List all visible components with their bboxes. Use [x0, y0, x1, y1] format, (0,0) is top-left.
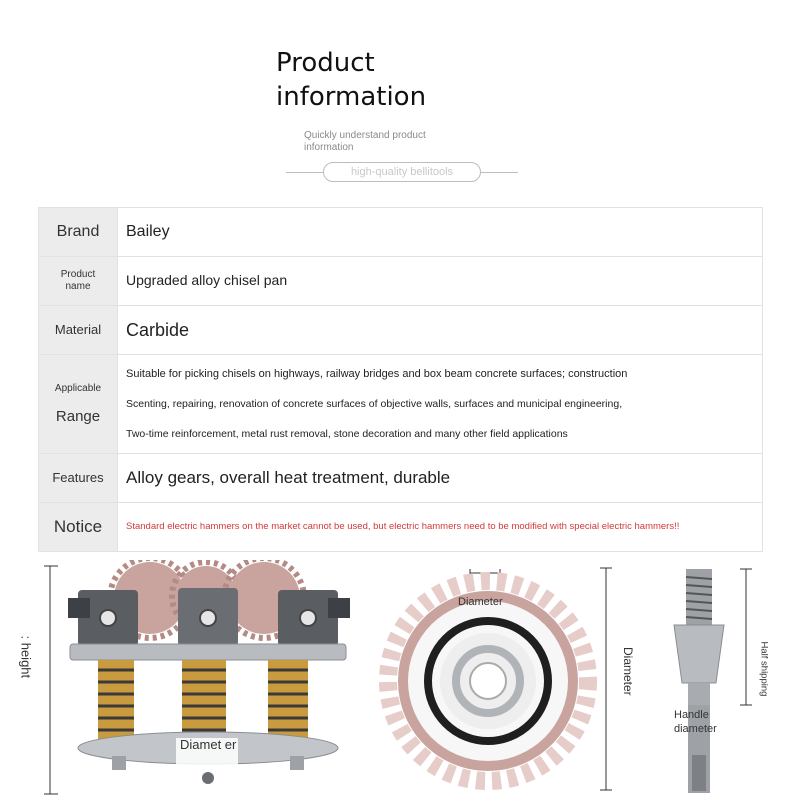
product-name-label-1: Product [60, 269, 96, 280]
spec-label-notice [39, 503, 118, 552]
height-label: : height [18, 635, 34, 679]
spec-label-material [39, 306, 118, 355]
range-label-2: Range [55, 408, 101, 425]
spec-row-features [39, 454, 763, 503]
spec-row-notice [39, 503, 763, 552]
spring-icon [98, 660, 134, 740]
spring-icon [268, 660, 308, 740]
spec-label-brand [39, 208, 118, 257]
half-label: Half shipping [758, 641, 770, 697]
brand-badge: high-quality bellitools [323, 162, 481, 182]
spec-label-range [39, 355, 118, 454]
brand-label: Brand [56, 223, 100, 240]
title-line-2: information [276, 82, 427, 112]
gear-diameter-top-label: Diameter [458, 596, 503, 608]
spec-row-product-name [39, 257, 763, 306]
title-line-1: Product [276, 48, 375, 78]
page-title [276, 46, 426, 114]
spec-label-product-name [39, 257, 118, 306]
spec-value-range [118, 355, 763, 454]
spec-row-material [39, 306, 763, 355]
roller-assembly-image [28, 560, 368, 800]
assembly-diameter-label: Diamet er [180, 737, 237, 752]
spec-value-product-name [118, 257, 763, 306]
range-line: Scenting, repairing, renovation of concrete surfaces of objective walls, surfaces and municipal engineering, [126, 398, 623, 410]
spec-label-features [39, 454, 118, 503]
shank-image [664, 565, 764, 795]
gear-diameter-dimension [598, 566, 614, 792]
material-label: Material [54, 322, 102, 337]
handle-diameter-label: Handle diameter [674, 709, 717, 735]
spec-value-features [118, 454, 763, 503]
features-value: Alloy gears, overall heat treatment, durable [126, 468, 451, 487]
features-label: Features [52, 470, 104, 485]
product-name-value: Upgraded alloy chisel pan [126, 272, 288, 288]
gear-diameter-side-label: Diameter [621, 647, 635, 696]
range-label-1: Applicable [54, 383, 102, 394]
spec-row-range [39, 355, 763, 454]
product-name-label-2: name [65, 281, 91, 292]
spring-icon [182, 660, 226, 740]
notice-label: Notice [53, 517, 103, 536]
range-line: Two-time reinforcement, metal rust removal, stone decoration and many other field applications [126, 428, 568, 440]
page-subtitle: Quickly understand product information [304, 130, 426, 153]
gear-teeth-icon [388, 581, 588, 781]
notice-value: Standard electric hammers on the market cannot be used, but electric hammers need to be modified with special electric hammers!! [126, 521, 680, 532]
spec-row-brand [39, 208, 763, 257]
spec-value-material [118, 306, 763, 355]
divider-left [286, 172, 324, 173]
range-line: Suitable for picking chisels on highways, railway bridges and box beam concrete surfaces; construction [126, 368, 628, 380]
material-value: Carbide [126, 319, 190, 340]
brand-value: Bailey [126, 223, 170, 240]
spec-table [38, 207, 763, 552]
spec-value-brand [118, 208, 763, 257]
divider-right [480, 172, 518, 173]
threaded-shank-icon [674, 569, 724, 793]
spec-value-notice [118, 503, 763, 552]
